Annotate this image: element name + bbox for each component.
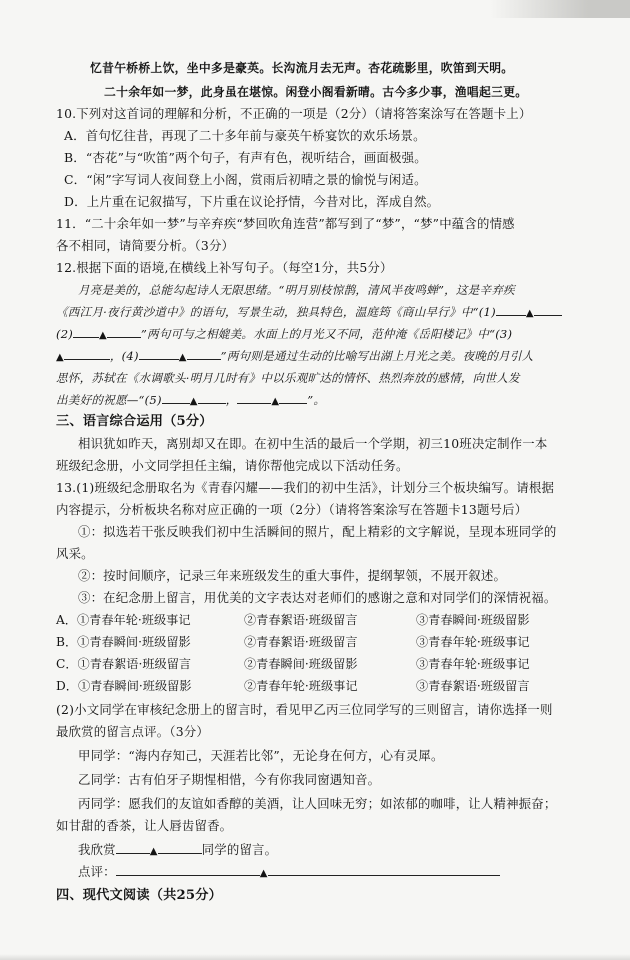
q13-option-b-3: ③青春年轮·班级事记 bbox=[416, 635, 530, 649]
q13-stem-line-2: 内容提示，分析板块名称对应正确的一项（2分）（请将答案涂写在答题卡13题号后） bbox=[56, 502, 528, 517]
appreciate-label: 我欣赏 bbox=[78, 842, 116, 857]
q10-option-b: B．“杏花”与“吹笛”两个句子，有声有色，视听结合，画面极强。 bbox=[64, 150, 427, 165]
q12-paragraph-line-1: 月亮是美的，总能勾起诗人无限思绪。“明月别枝惊鹊，清风半夜鸣蝉”，这是辛弃疾 bbox=[78, 283, 515, 297]
poem-line-1: 忆昔午桥桥上饮，坐中多是豪英。长沟流月去无声。杏花疏影里，吹笛到天明。 bbox=[90, 61, 514, 75]
blank-1-line-end[interactable] bbox=[534, 304, 562, 316]
q12-paragraph-line-2 bbox=[56, 304, 562, 322]
q12-text-4b: ”两句则是通过生动的比喻写出湖上月光之美。夜晚的月引人 bbox=[220, 349, 534, 363]
q13-option-d-2: ②青春年轮·班级事记 bbox=[244, 679, 358, 693]
q13-option-d-1[interactable]: D．①青春瞬间·班级留影 bbox=[56, 679, 192, 693]
q13-option-b-1[interactable]: B．①青春瞬间·班级留影 bbox=[56, 635, 191, 649]
q13-option-b-2: ②青春絮语·班级留言 bbox=[244, 635, 358, 649]
appreciate-line bbox=[78, 842, 277, 860]
q13-hint-1-line-2: 风采。 bbox=[56, 546, 94, 561]
q12-paragraph-line-5: 思怀，苏轼在《水调歌头·明月几时有》中以乐观旷达的情怀、热烈奔放的感情，向世人发 bbox=[56, 371, 520, 385]
appreciate-blank[interactable] bbox=[116, 842, 150, 854]
blank-2-line-end[interactable] bbox=[107, 326, 141, 338]
q13-option-a-3: ③青春瞬间·班级留影 bbox=[416, 613, 530, 627]
q13-option-a-2: ②青春絮语·班级留言 bbox=[244, 613, 358, 627]
q13-option-a-1[interactable]: A．①青春年轮·班级事记 bbox=[56, 613, 191, 627]
q10-stem: 10.下列对这首词的理解和分析，不正确的一项是（2分）（请将答案涂写在答题卡上） bbox=[56, 106, 532, 121]
message-bing-line-1: 丙同学：愿我们的友谊如香醇的美酒，让人回味无穷；如浓郁的咖啡，让人精神振奋； bbox=[78, 796, 557, 811]
section-3-intro-line-2: 班级纪念册，小文同学担任主编，请你帮他完成以下活动任务。 bbox=[56, 458, 409, 473]
q13-hint-2: ②：按时间顺序，记录三年来班级发生的重大事件，提纲挈领，不展开叙述。 bbox=[78, 568, 507, 583]
page-corner-shadow bbox=[490, 0, 630, 18]
appreciate-suffix: 同学的留言。 bbox=[201, 842, 278, 857]
q13-option-c-3: ③青春年轮·班级事记 bbox=[416, 657, 530, 671]
q12-text-3b: ”两句可与之相媲美。水面上的月光又不同，范仲淹《岳阳楼记》中“(3) bbox=[140, 327, 513, 341]
q12-stem: 12.根据下面的语境,在横线上补写句子。（每空1分，共5分） bbox=[56, 260, 393, 275]
q11-line-2: 各不相同，请简要分析。（3分） bbox=[56, 238, 235, 253]
blank-4-line-end[interactable] bbox=[187, 348, 221, 360]
page-bottom-shadow bbox=[0, 954, 630, 960]
q10-option-c: C．“闲”字写词人夜间登上小阁，赏雨后初晴之景的愉悦与闲适。 bbox=[64, 172, 427, 187]
q13-part-2-line-2: 最欣赏的留言点评。（3分） bbox=[56, 724, 209, 739]
blank-4-marker: ▲ bbox=[178, 352, 187, 363]
blank-5a-line[interactable] bbox=[162, 392, 190, 404]
poem-line-2: 二十余年如一梦，此身虽在堪惊。闲登小阁看新晴。古今多少事，渔唱起三更。 bbox=[104, 85, 528, 99]
section-4-title: 四、现代文阅读（共25分） bbox=[56, 888, 223, 903]
q12-text-4a: ，(4) bbox=[109, 349, 139, 363]
blank-2-line[interactable] bbox=[73, 326, 99, 338]
blank-5a-marker: ▲ bbox=[189, 396, 198, 407]
comment-label: 点评： bbox=[78, 864, 116, 879]
comment-line bbox=[78, 864, 500, 882]
q10-option-d: D．上片重在记叙描写，下片重在议论抒情，今昔对比，浑成自然。 bbox=[64, 194, 440, 209]
blank-5b-line-end[interactable] bbox=[279, 392, 307, 404]
comment-blank-end[interactable] bbox=[268, 864, 500, 876]
q12-paragraph-line-3 bbox=[56, 326, 512, 344]
q13-option-c-1[interactable]: C．①青春絮语·班级留言 bbox=[56, 657, 192, 671]
blank-1-line bbox=[496, 304, 526, 316]
blank-5b-marker: ▲ bbox=[271, 396, 280, 407]
appreciate-marker: ▲ bbox=[149, 846, 158, 857]
q11-line-1: 11．“二十余年如一梦”与辛弃疾“梦回吹角连营”都写到了“梦”，“梦”中蕴含的情感 bbox=[56, 216, 515, 231]
blank-5a-line-end[interactable] bbox=[198, 392, 226, 404]
section-3-title: 三、语言综合运用（5分） bbox=[56, 414, 213, 429]
blank-1-marker: ▲ bbox=[525, 308, 534, 319]
message-jia: 甲同学：“海内存知己，天涯若比邻”，无论身在何方，心有灵犀。 bbox=[78, 748, 444, 763]
blank-5b-line[interactable] bbox=[237, 392, 271, 404]
q12-text-6b: ， bbox=[225, 393, 238, 407]
q13-option-c-2: ②青春瞬间·班级留影 bbox=[244, 657, 358, 671]
q13-option-d-3: ③青春絮语·班级留言 bbox=[416, 679, 530, 693]
q10-option-a: A．首句忆往昔，再现了二十多年前与豪英午桥宴饮的欢乐场景。 bbox=[64, 128, 426, 143]
message-bing-line-2: 如甘甜的香茶，让人唇齿留香。 bbox=[56, 818, 233, 833]
comment-blank[interactable] bbox=[116, 864, 260, 876]
message-yi: 乙同学：古有伯牙子期惺相惜，今有你我同窗遇知音。 bbox=[78, 772, 381, 787]
blank-2-marker: ▲ bbox=[99, 330, 107, 341]
appreciate-blank-end[interactable] bbox=[158, 842, 202, 854]
q12-paragraph-line-4 bbox=[56, 348, 533, 366]
q12-text-2a: 《西江月·夜行黄沙道中》的语句，写景生动，独具特色，温庭筠《商山早行》中“(1) bbox=[56, 305, 496, 319]
q12-paragraph-line-6 bbox=[56, 392, 325, 410]
q13-hint-1-line-1: ①：拟选若干张反映我们初中生活瞬间的照片，配上精彩的文字解说，呈现本班同学的 bbox=[78, 524, 557, 539]
q12-text-6a: 出美好的祝愿—“(5) bbox=[56, 393, 162, 407]
blank-4-line[interactable] bbox=[139, 348, 179, 360]
q13-stem-line-1: 13.(1)班级纪念册取名为《青春闪耀——我们的初中生活》，计划分三个板块编写。请根据 bbox=[56, 480, 555, 495]
blank-3-line[interactable] bbox=[64, 348, 110, 360]
blank-3-marker: ▲ bbox=[56, 352, 64, 363]
section-3-intro-line-1: 相识犹如昨天，离别却又在即。在初中生活的最后一个学期，初三10班决定制作一本 bbox=[78, 436, 548, 451]
q12-text-3a: (2) bbox=[56, 327, 74, 341]
comment-marker: ▲ bbox=[259, 868, 268, 879]
q13-part-2-line-1: (2)小文同学在审核纪念册上的留言时，看见甲乙丙三位同学写的三则留言，请你选择一则 bbox=[56, 702, 553, 717]
q13-hint-3: ③：在纪念册上留言，用优美的文字表达对老师们的感谢之意和对同学们的深情祝福。 bbox=[78, 590, 557, 605]
q12-text-6c: ”。 bbox=[307, 393, 326, 407]
